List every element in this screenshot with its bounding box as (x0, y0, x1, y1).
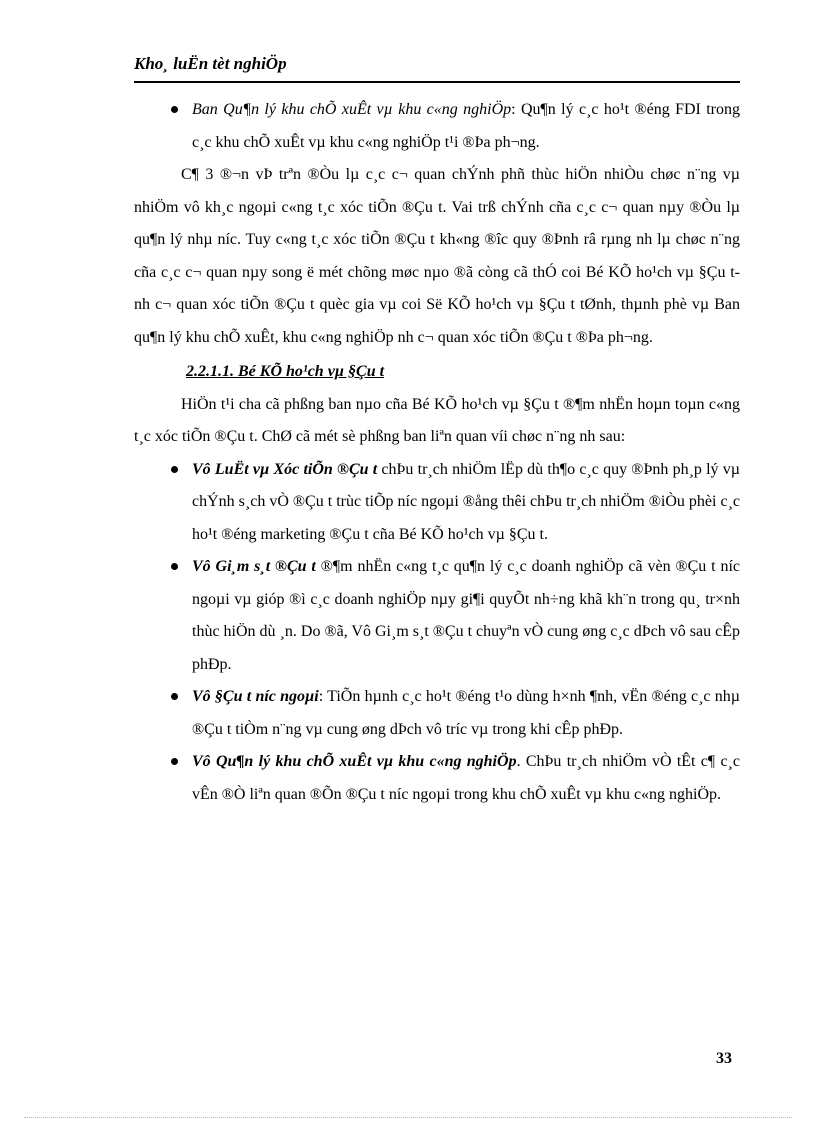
header-rule (134, 81, 740, 83)
bullet-list-top (134, 94, 740, 159)
bullet-icon (171, 466, 178, 473)
list-item (134, 94, 740, 159)
bullet-icon (171, 106, 178, 113)
bullet-text: : TiÕn hµnh c¸c ho¹t ®éng t¹o dùng h×nh ¶nh, vËn ®éng c¸c nhµ ®Çu t tiÒm n¨ng vµ cung øng dÞch vô tríc vµ trong khi cÊp phÐp. (192, 688, 740, 738)
running-header: Kho¸ luËn tèt nghiÖp (134, 54, 287, 73)
bullet-list (134, 454, 740, 812)
body-content (134, 94, 740, 811)
bullet-text: chÞu tr¸ch nhiÖm lËp dù th¶o c¸c quy ®Þnh ph¸p lý vµ chÝnh s¸ch vÒ ®Çu t trùc tiÕp níc ngoµi ®ång thêi chÞu tr¸ch nhiÖm ®iÒu phèi c¸c ho¹t ®éng marketing ®Çu t cña Bé KÕ ho¹ch vµ §Çu t. (192, 460, 741, 543)
section-heading: 2.2.1.1. Bé KÕ ho¹ch vµ §Çu t (186, 363, 385, 380)
list-item (134, 681, 740, 746)
paragraph: C¶ 3 ®¬n vÞ trªn ®Òu lµ c¸c c¬ quan chÝnh phñ thùc hiÖn nhiÒu chøc n¨ng vµ nhiÖm vô kh¸c ngoµi c«ng t¸c xóc tiÕn ®Çu t. Vai trß chÝnh cña c¸c c¬ quan nµy ®Òu lµ qu¶n lý nhµ níc. Tuy c«ng t¸c xóc tiÕn ®Çu t kh«ng ®îc quy ®Þnh râ rµng nh lµ chøc n¨ng cña c¸c c¬ quan nµy song ë mét chõng møc nµo ®ã còng cã thÓ coi Bé KÕ ho¹ch vµ §Çu t nh c¬ quan xóc tiÕn ®Çu t quèc gia vµ coi Së KÕ ho¹ch vµ §Çu t tØnh, thµnh phè vµ Ban qu¶n lý khu chÕ xuÊt, khu c«ng nghiÖp nh c¬ quan xóc tiÕn ®Çu t ®Þa ph¬ng. (134, 166, 740, 346)
list-item (134, 746, 740, 811)
page-number: 33 (716, 1050, 732, 1067)
bullet-label: Vô Qu¶n lý khu chÕ xuÊt vµ khu c«ng nghiÖp (192, 753, 517, 770)
bullet-icon (171, 758, 178, 765)
bullet-text: ®¶m nhËn c«ng t¸c qu¶n lý c¸c doanh nghiÖp cã vèn ®Çu t níc ngoµi vµ gióp ®ì c¸c doanh nghiÖp nµy gi¶i quyÕt nh÷ng khã kh¨n trong qu¸ tr×nh thùc hiÖn dù ¸n. Do ®ã, Vô Gi¸m s¸t ®Çu t chuyªn vÒ cung øng c¸c dÞch vô sau cÊp phÐp. (192, 558, 740, 673)
paragraph: HiÖn t¹i cha cã phßng ban nµo cña Bé KÕ ho¹ch vµ §Çu t ®¶m nhËn hoµn toµn c«ng t¸c xóc tiÕn ®Çu t. ChØ cã mét sè phßng ban liªn quan víi chøc n¨ng nh sau: (134, 395, 740, 445)
bullet-label: Vô Gi¸m s¸t ®Çu t (192, 558, 316, 575)
bullet-label: Vô LuËt vµ Xóc tiÕn ®Çu t (192, 460, 378, 478)
footer-dotted-rule (24, 1117, 792, 1118)
list-item (134, 454, 740, 552)
bullet-text: : Qu¶n lý c¸c ho¹t ®éng FDI trong c¸c khu chÕ xuÊt vµ khu c«ng nghiÖp t¹i ®Þa ph¬ng. (192, 101, 741, 151)
bullet-icon (171, 563, 178, 570)
bullet-text: . ChÞu tr¸ch nhiÖm vÒ tÊt c¶ c¸c vÊn ®Ò liªn quan ®Õn ®Çu t níc ngoµi trong khu chÕ xuÊt vµ khu c«ng nghiÖp. (192, 753, 740, 803)
bullet-label: Ban Qu¶n lý khu chÕ xuÊt vµ khu c«ng nghiÖp (192, 101, 512, 118)
bullet-icon (171, 693, 178, 700)
bullet-label: Vô §Çu t níc ngoµi (192, 688, 319, 705)
list-item (134, 551, 740, 681)
